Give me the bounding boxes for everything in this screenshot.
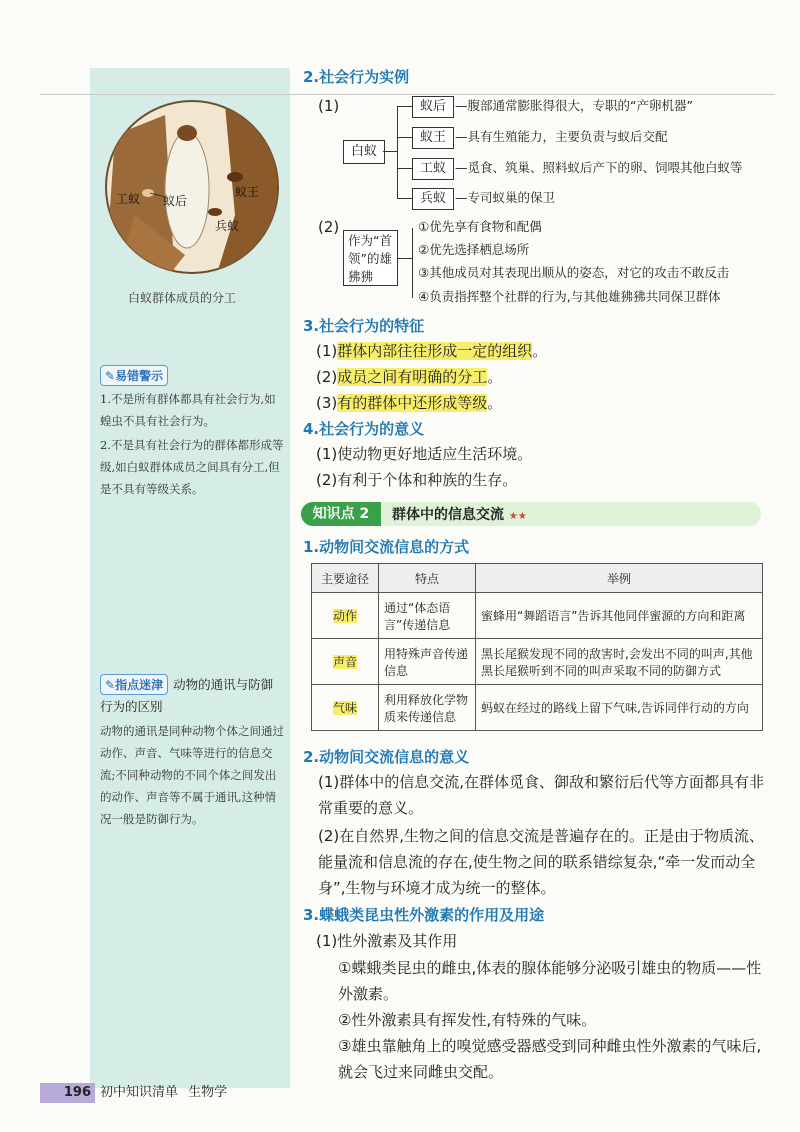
way-label: 声音 [332,655,357,669]
baboon-item: ②优先选择栖息场所 [418,242,530,257]
sub3-title: 3.蝶蛾类昆虫性外激素的作用及用途 [303,906,545,924]
warning-line: 2.不是具有社会行为的群体都形成等级,如白蚁群体成员之间具有分工,但是不具有等级关系。 [100,438,284,496]
table-header: 举例 [476,564,763,593]
table-cell: 蚂蚁在经过的路线上留下气味,告诉同伴行动的方向 [476,685,763,731]
section-2-title: 2.社会行为实例 [303,68,410,86]
warning-badge [100,365,168,386]
feature-highlight: 群体内部往往形成一定的组织 [337,342,533,360]
connector [397,198,412,199]
tip-block [100,674,285,718]
table-cell: 蜜蜂用“舞蹈语言”告诉其他同伴蜜源的方向和距离 [476,593,763,639]
feature-number: (2) [316,368,338,386]
way-label: 气味 [332,701,357,715]
feature-end: 。 [487,368,503,386]
feature-number: (3) [316,394,338,412]
table-cell: 用特殊声音传递信息 [379,639,476,685]
connector [397,106,412,107]
table-cell: 利用释放化学物质来传递信息 [379,685,476,731]
baboon-item: ③其他成员对其表现出顺从的姿态，对它的攻击不敢反击 [418,265,730,280]
page-number: 196 [40,1083,95,1103]
table-header: 主要途径 [312,564,379,593]
connector [398,258,412,259]
termite-illustration [105,95,280,280]
star-icon: ★★ [508,511,527,522]
termite-item-text: 专司蚁巢的保卫 [467,190,556,205]
warning-badge-label [100,365,168,386]
connector [397,137,412,138]
table-cell [312,639,379,685]
footer-text [100,1083,227,1103]
table-header: 特点 [379,564,476,593]
warning-line: 1.不是所有群体都具有社会行为,如蝗虫不具有社会行为。 [100,392,276,428]
termite-item-name: 蚁后 [412,96,454,118]
knowledge-point-title [392,504,527,524]
sub3-item: ①蝶蛾类昆虫的雌虫,体表的腺体能够分泌吸引雄虫的物质——性外激素。 [338,959,762,1003]
sub2-title: 2.动物间交流信息的意义 [303,748,470,766]
tip-body: 动物的通讯是同种动物个体之间通过动作、声音、气味等进行的信息交流;不同种动物的不同个体之间发出的动作、声音等不属于通讯,这种情况一般是防御行为。 [100,724,284,826]
termite-figure [105,95,280,280]
termite-item-text: 腹部通常膨胀得很大，专职的“产卵机器” [467,98,693,113]
label-king: 蚁王 [235,185,260,199]
termite-item-name: 蚁王 [412,127,454,149]
termite-item-desc: —觅食、筑巢、照料蚁后产下的卵、饲喂其他白蚁等 [455,160,743,175]
feature-item [316,390,502,416]
book-title: 初中知识清单 [100,1085,179,1100]
termite-item-text: 具有生殖能力，主要负责与蚁后交配 [467,129,668,144]
baboon-item: ④负责指挥整个社群的行为,与其他雄狒狒共同保卫群体 [418,289,721,304]
connector [397,106,398,198]
figure-caption: 白蚁群体成员的分工 [128,291,237,305]
feature-item [316,364,502,390]
section-3-title: 3.社会行为的特征 [303,317,425,335]
table-cell [312,685,379,731]
feature-highlight: 有的群体中还形成等级 [337,394,488,412]
termite-item-desc: —具有生殖能力，主要负责与蚁后交配 [455,129,668,144]
tip-badge-text: 指点迷津 [115,678,164,692]
note-icon: ✎ [105,369,116,383]
sub3-heading: (1)性外激素及其作用 [316,932,458,950]
connector [412,228,413,298]
table-cell [312,593,379,639]
termite-item-desc: —腹部通常膨胀得很大，专职的“产卵机器” [455,98,693,113]
table-row [312,639,763,685]
example-1-number: (1) [318,97,340,115]
table-cell: 通过“体态语言”传递信息 [379,593,476,639]
sub3-item: ③雄虫靠触角上的嗅觉感受器感受到同种雌虫性外激素的气味后,就会飞过来同雌虫交配。 [338,1037,762,1081]
sub3-item: ②性外激素具有挥发性,有特殊的气味。 [338,1011,597,1029]
tip-badge [100,674,168,695]
label-queen: 蚁后 [163,194,188,208]
table-row [312,685,763,731]
note-icon: ✎ [105,678,116,692]
table-header-row [312,564,763,593]
table-row [312,593,763,639]
connector [383,151,397,152]
example-2-number: (2) [318,218,340,236]
termite-item-name: 兵蚁 [412,188,454,210]
feature-item [316,338,547,364]
table-cell: 黑长尾猴发现不同的敌害时,会发出不同的叫声,其他黑长尾猴听到不同的叫声采取不同的防御方式 [476,639,763,685]
feature-number: (1) [316,342,338,360]
subject-name: 生物学 [188,1085,228,1100]
baboon-item: ①优先享有食物和配偶 [418,219,542,234]
knowledge-point-tag: 知识点 2 [301,502,381,526]
label-soldier: 兵蚁 [215,219,240,233]
termite-item-desc: —专司蚁巢的保卫 [455,190,556,205]
connector [397,168,412,169]
section-4-title: 4.社会行为的意义 [303,420,425,438]
label-worker: 工蚁 [116,192,141,206]
feature-highlight: 成员之间有明确的分工 [337,368,488,386]
sub2-item: (1)群体中的信息交流,在群体觅食、御敌和繁衍后代等方面都具有非常重要的意义。 [318,773,765,817]
termite-item-text: 觅食、筑巢、照料蚁后产下的卵、饲喂其他白蚁等 [467,160,743,175]
feature-end: 。 [532,342,548,360]
sub1-title: 1.动物间交流信息的方式 [303,538,470,556]
tip-title: 动物的通讯与防御行为的区别 [100,677,274,714]
baboon-root: 作为“首领”的雄狒狒 [343,230,398,286]
meaning-item: (2)有利于个体和种族的生存。 [316,471,518,489]
termite-item-name: 工蚁 [412,158,454,180]
termite-root: 白蚁 [343,140,385,164]
communication-table [311,563,763,731]
meaning-item: (1)使动物更好地适应生活环境。 [316,445,533,463]
kp-title-text: 群体中的信息交流 [392,507,504,523]
feature-end: 。 [487,394,503,412]
warning-badge-text: 易错警示 [115,369,164,383]
sub2-item: (2)在自然界,生物之间的信息交流是普遍存在的。正是由于物质流、能量流和信息流的存在,使生物之间的联系错综复杂,“牵一发而动全身”,生物与环境才成为统一的整体。 [318,827,765,897]
way-label: 动作 [332,609,357,623]
